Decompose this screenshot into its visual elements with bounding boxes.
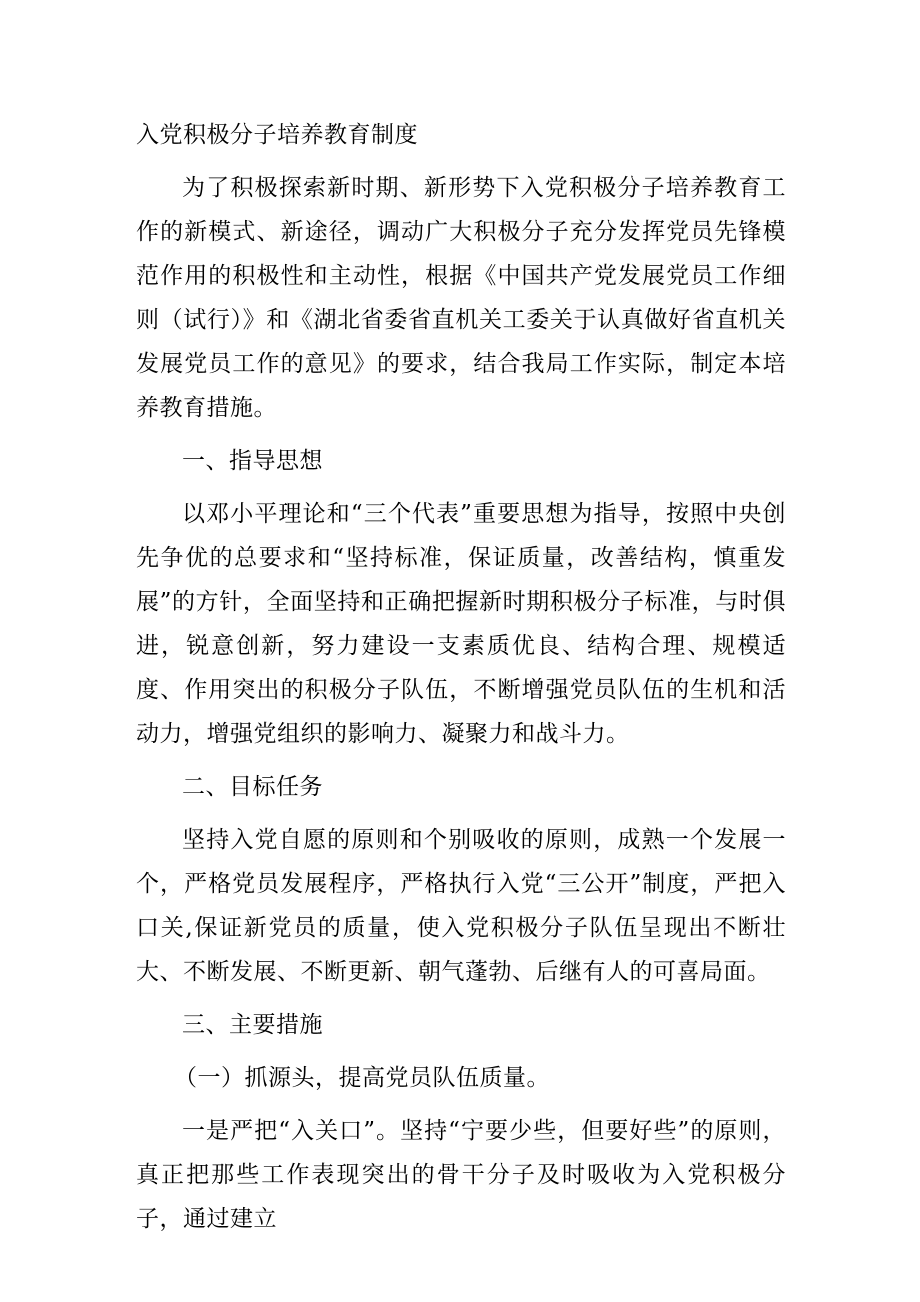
section-subheading-measures: （一）抓源头，提高党员队伍质量。 <box>174 1065 550 1091</box>
document-content <box>136 113 786 1241</box>
spacer <box>136 994 786 1003</box>
spacer <box>136 157 786 166</box>
section-body-measures: 一是严把“入关口”。坚持“宁要少些，但要好些”的原则，真正把那些工作表现突出的骨干分子及时吸收为入党积极分子，通过建立 <box>136 1118 786 1232</box>
spacer <box>136 1100 786 1109</box>
section-heading-goals: 二、目标任务 <box>182 774 323 800</box>
spacer <box>136 1047 786 1056</box>
spacer <box>136 430 786 439</box>
section-body-goals: 坚持入党自愿的原则和个别吸收的原则，成熟一个发展一个，严格党员发展程序，严格执行入党“三公开”制度，严把入口关,保证新党员的质量，使入党积极分子队伍呈现出不断壮大、不断发展、不断更新、朝气蓬勃、后继有人的可喜局面。 <box>136 827 786 985</box>
section-heading-guiding-ideology: 一、指导思想 <box>182 448 323 474</box>
spacer <box>136 809 786 818</box>
section-heading-measures: 三、主要措施 <box>182 1012 323 1038</box>
spacer <box>136 756 786 765</box>
intro-paragraph: 为了积极探索新时期、新形势下入党积极分子培养教育工作的新模式、新途径，调动广大积极分子充分发挥党员先锋模范作用的积极性和主动性，根据《中国共产党发展党员工作细则（试行）》和《湖北省委省直机关工委关于认真做好省直机关发展党员工作的意见》的要求，结合我局工作实际，制定本培养教育措施。 <box>136 175 786 421</box>
section-body-guiding-ideology: 以邓小平理论和“三个代表”重要思想为指导，按照中央创先争优的总要求和“坚持标准，保证质量，改善结构，慎重发展”的方针，全面坚持和正确把握新时期积极分子标准，与时俱进，锐意创新，努力建设一支素质优良、结构合理、规模适度、作用突出的积极分子队伍，不断增强党员队伍的生机和活动力，增强党组织的影响力、凝聚力和战斗力。 <box>136 501 786 747</box>
spacer <box>136 483 786 492</box>
document-title: 入党积极分子培养教育制度 <box>136 122 418 148</box>
